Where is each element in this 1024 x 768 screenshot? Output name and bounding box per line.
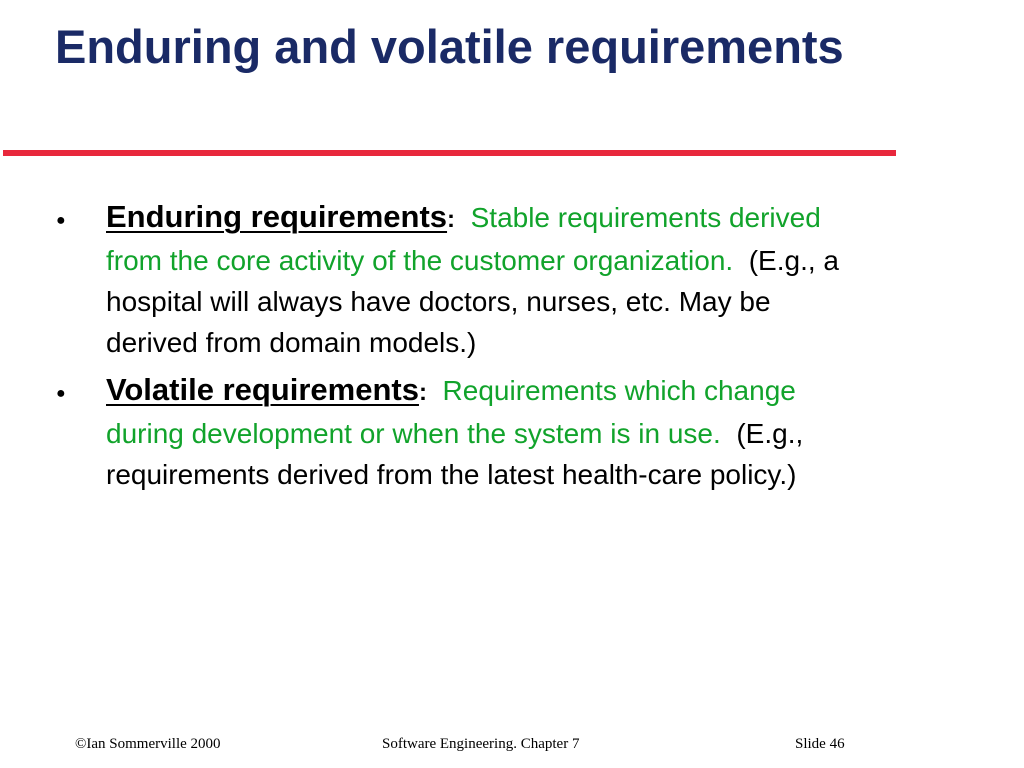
bullet-icon: ●	[56, 212, 66, 229]
slide-title: Enduring and volatile requirements	[55, 20, 844, 73]
definition-enduring: Stable requirements derived from the core activity of the customer organization.	[106, 202, 821, 276]
example-volatile: (E.g., requirements derived from the latest health-care policy.)	[106, 418, 804, 490]
title-divider	[3, 150, 896, 156]
example-enduring: (E.g., a hospital will always have doctors, nurses, etc. May be derived from domain models.)	[106, 245, 839, 358]
term-enduring: Enduring requirements	[106, 199, 448, 234]
footer-course: Software Engineering. Chapter 7	[382, 736, 580, 752]
footer-slide-number: Slide 46	[795, 736, 845, 752]
bullet-list	[0, 196, 1024, 501]
term-colon: :	[447, 206, 456, 233]
term-colon: :	[418, 379, 427, 406]
bullet-item-volatile	[0, 369, 858, 495]
bullet-item-enduring	[0, 196, 858, 363]
footer-copyright: ©Ian Sommerville 2000	[75, 736, 221, 752]
term-volatile: Volatile requirements	[106, 372, 419, 407]
bullet-icon: ●	[56, 385, 66, 402]
definition-volatile: Requirements which change during development or when the system is in use.	[106, 375, 796, 449]
